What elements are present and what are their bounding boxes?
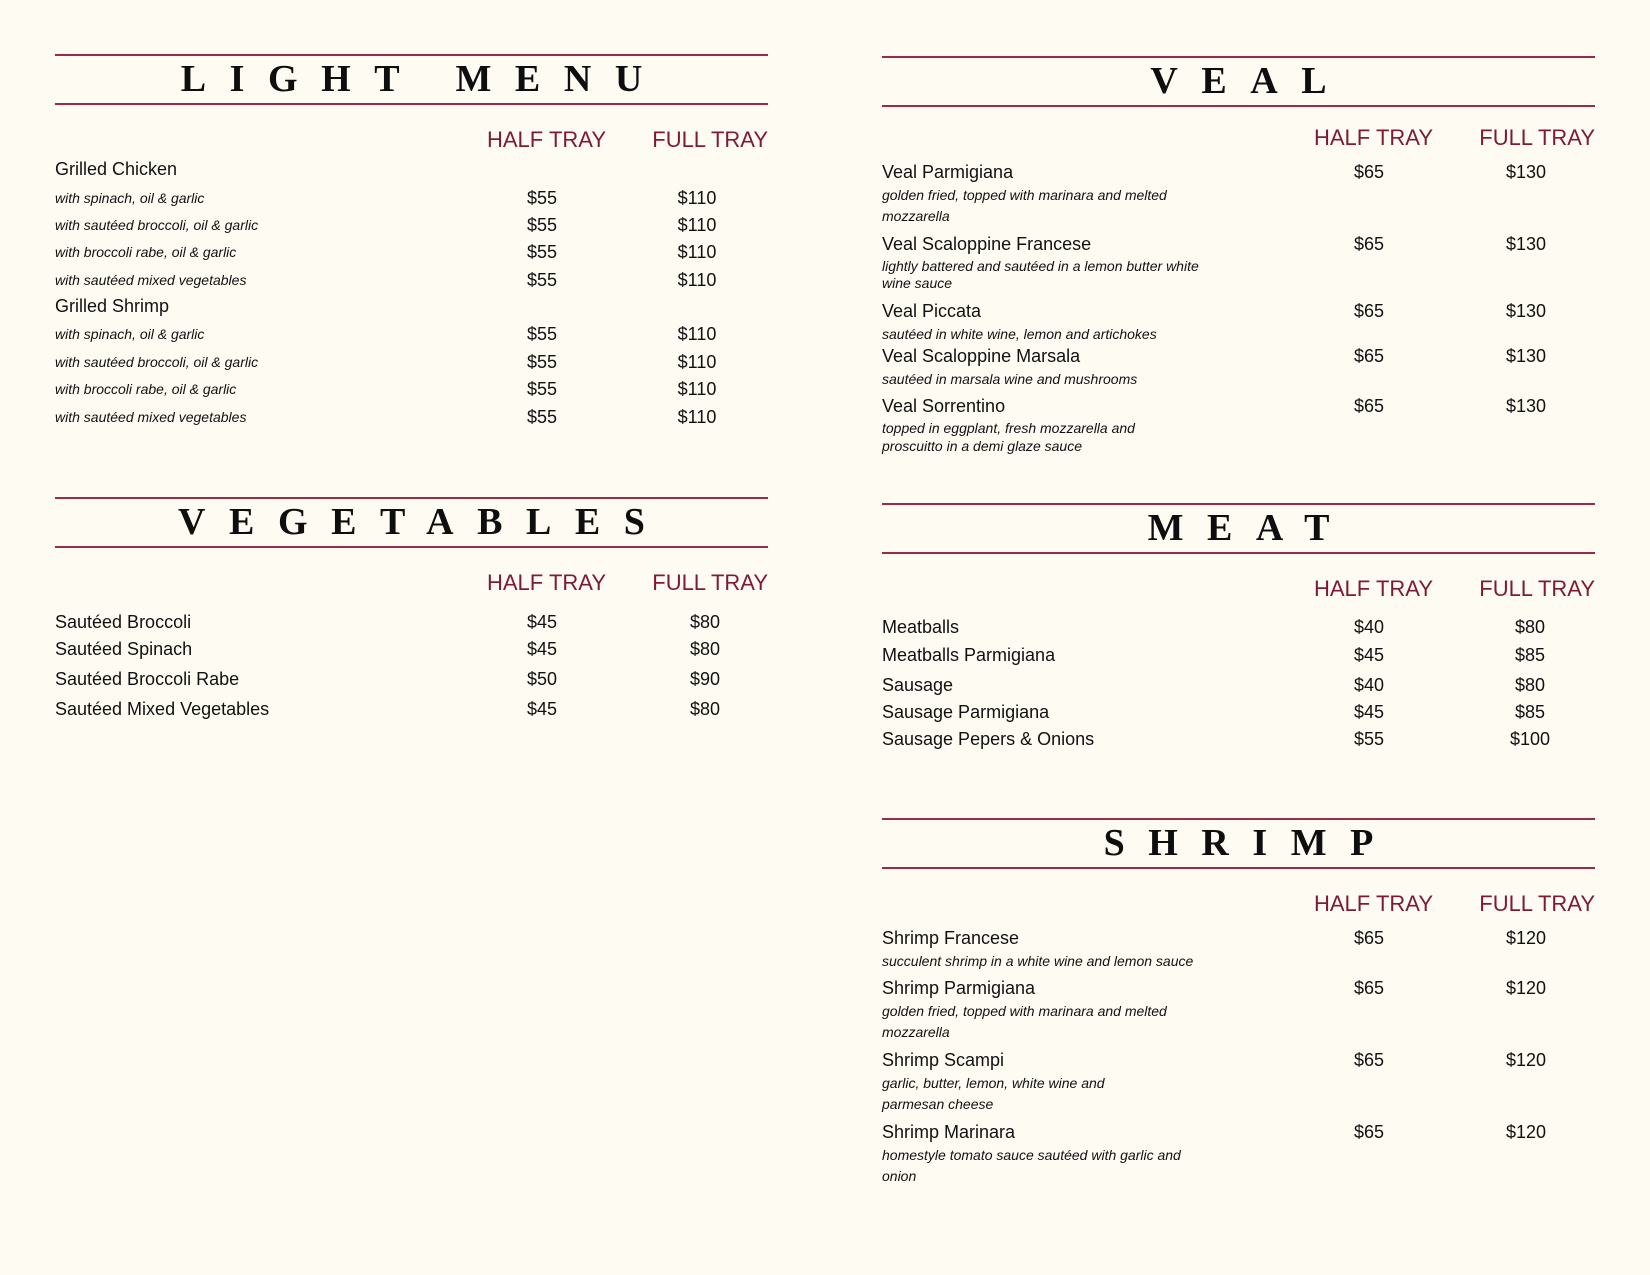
column-headers <box>55 105 768 152</box>
vegetables-section <box>55 497 768 722</box>
group-name: Grilled Chicken <box>55 159 178 179</box>
full-price: $110 <box>677 188 717 208</box>
full-price: $120 <box>1505 928 1547 948</box>
full-price: $85 <box>1514 645 1546 665</box>
light-menu-section <box>55 54 768 449</box>
item-name: Meatballs Parmigiana <box>882 645 1056 665</box>
vegetables-list <box>55 592 768 722</box>
full-tray-header: FULL TRAY <box>1479 576 1595 601</box>
column-headers <box>882 107 1595 151</box>
item-name: Veal Piccata <box>882 301 982 321</box>
full-price: $130 <box>1505 396 1547 416</box>
full-price: $120 <box>1505 978 1547 998</box>
half-price: $45 <box>1353 702 1385 722</box>
full-price: $80 <box>689 699 721 719</box>
column-headers <box>55 548 768 595</box>
full-price: $110 <box>677 242 717 262</box>
full-price: $120 <box>1505 1050 1547 1070</box>
half-price: $65 <box>1353 1050 1385 1070</box>
veal-section <box>882 56 1595 454</box>
half-tray-header: HALF TRAY <box>487 127 606 152</box>
item-name: Veal Scaloppine Marsala <box>882 346 1081 366</box>
full-tray-header: FULL TRAY <box>652 127 768 152</box>
item-label: with sautéed broccoli, oil & garlic <box>55 217 259 233</box>
column-headers <box>882 869 1595 916</box>
section-title: MEAT <box>1147 507 1353 549</box>
full-price: $130 <box>1505 346 1547 366</box>
section-title: SHRIMP <box>1103 822 1397 864</box>
half-price: $45 <box>526 639 558 659</box>
item-name: Sausage Pepers & Onions <box>882 729 1095 749</box>
item-name: Shrimp Scampi <box>882 1050 1005 1070</box>
item-description: golden fried, topped with marinara and melted mozzarella <box>882 187 1167 224</box>
full-price: $80 <box>1514 617 1546 637</box>
half-tray-header: HALF TRAY <box>487 570 606 595</box>
item-description: topped in eggplant, fresh mozzarella and proscuitto in a demi glaze sauce <box>882 420 1135 454</box>
full-price: $110 <box>677 215 717 235</box>
full-price: $130 <box>1505 162 1547 182</box>
item-label: with sautéed mixed vegetables <box>55 409 247 425</box>
shrimp-list <box>882 913 1595 1193</box>
item-label: with spinach, oil & garlic <box>55 190 205 206</box>
item-name: Shrimp Francese <box>882 928 1020 948</box>
group-name: Grilled Shrimp <box>55 296 170 316</box>
half-price: $65 <box>1353 1122 1385 1142</box>
item-name: Veal Scaloppine Francese <box>882 234 1092 254</box>
item-label: with spinach, oil & garlic <box>55 326 205 342</box>
full-price: $90 <box>689 669 721 689</box>
full-price: $85 <box>1514 702 1546 722</box>
meat-section <box>882 503 1595 748</box>
half-tray-header: HALF TRAY <box>1314 891 1433 916</box>
full-price: $80 <box>1514 675 1546 695</box>
half-price: $55 <box>1353 729 1385 749</box>
full-price: $110 <box>677 270 717 290</box>
meat-list <box>882 598 1595 748</box>
half-price: $45 <box>526 699 558 719</box>
item-name: Sausage <box>882 675 954 695</box>
full-price: $110 <box>677 352 717 372</box>
section-title: VEAL <box>1150 60 1351 102</box>
veal-list <box>882 151 1595 454</box>
section-title: VEGETABLES <box>178 501 669 543</box>
half-price: $65 <box>1353 978 1385 998</box>
half-tray-header: HALF TRAY <box>1314 576 1433 601</box>
full-price: $80 <box>689 639 721 659</box>
full-price: $130 <box>1505 234 1547 254</box>
item-description: succulent shrimp in a white wine and lemon sauce <box>882 953 1194 969</box>
full-price: $110 <box>677 324 717 344</box>
item-name: Sautéed Spinach <box>55 639 193 659</box>
item-name: Sautéed Mixed Vegetables <box>55 699 270 719</box>
half-price: $55 <box>526 242 558 262</box>
full-price: $80 <box>689 612 721 632</box>
item-name: Shrimp Marinara <box>882 1122 1016 1142</box>
item-name: Sautéed Broccoli <box>55 612 192 632</box>
item-description: golden fried, topped with marinara and melted mozzarella <box>882 1003 1167 1040</box>
item-description: garlic, butter, lemon, white wine and parmesan cheese <box>882 1075 1105 1112</box>
half-price: $65 <box>1353 301 1385 321</box>
half-price: $55 <box>526 324 558 344</box>
shrimp-section <box>882 818 1595 1193</box>
full-price: $130 <box>1505 301 1547 321</box>
item-name: Veal Sorrentino <box>882 396 1006 416</box>
item-label: with broccoli rabe, oil & garlic <box>55 244 237 260</box>
item-name: Meatballs <box>882 617 960 637</box>
half-price: $55 <box>526 188 558 208</box>
full-tray-header: FULL TRAY <box>1479 125 1595 150</box>
half-price: $40 <box>1353 617 1385 637</box>
half-price: $55 <box>526 352 558 372</box>
half-price: $50 <box>526 669 558 689</box>
item-name: Veal Parmigiana <box>882 162 1014 182</box>
item-description: homestyle tomato sauce sautéed with garlic and onion <box>882 1147 1181 1184</box>
half-price: $55 <box>526 270 558 290</box>
item-name: Shrimp Parmigiana <box>882 978 1036 998</box>
item-description: lightly battered and sautéed in a lemon butter white wine sauce <box>882 258 1199 291</box>
item-label: with sautéed broccoli, oil & garlic <box>55 354 259 370</box>
full-tray-header: FULL TRAY <box>1479 891 1595 916</box>
full-tray-header: FULL TRAY <box>652 570 768 595</box>
section-title: LIGHT MENU <box>180 58 666 100</box>
half-price: $65 <box>1353 396 1385 416</box>
full-price: $100 <box>1509 729 1551 749</box>
item-name: Sautéed Broccoli Rabe <box>55 669 240 689</box>
half-price: $55 <box>526 379 558 399</box>
item-label: with broccoli rabe, oil & garlic <box>55 381 237 397</box>
half-price: $65 <box>1353 234 1385 254</box>
column-headers <box>882 554 1595 601</box>
half-price: $65 <box>1353 162 1385 182</box>
light-menu-list <box>55 149 768 449</box>
half-price: $55 <box>526 215 558 235</box>
half-price: $65 <box>1353 346 1385 366</box>
half-price: $65 <box>1353 928 1385 948</box>
item-name: Sausage Parmigiana <box>882 702 1050 722</box>
half-price: $45 <box>526 612 558 632</box>
full-price: $110 <box>677 379 717 399</box>
item-label: with sautéed mixed vegetables <box>55 272 247 288</box>
half-price: $45 <box>1353 645 1385 665</box>
item-description: sautéed in marsala wine and mushrooms <box>882 371 1138 387</box>
half-price: $40 <box>1353 675 1385 695</box>
half-tray-header: HALF TRAY <box>1314 125 1433 150</box>
item-description: sautéed in white wine, lemon and artichokes <box>882 326 1157 342</box>
full-price: $110 <box>677 407 717 427</box>
full-price: $120 <box>1505 1122 1547 1142</box>
half-price: $55 <box>526 407 558 427</box>
